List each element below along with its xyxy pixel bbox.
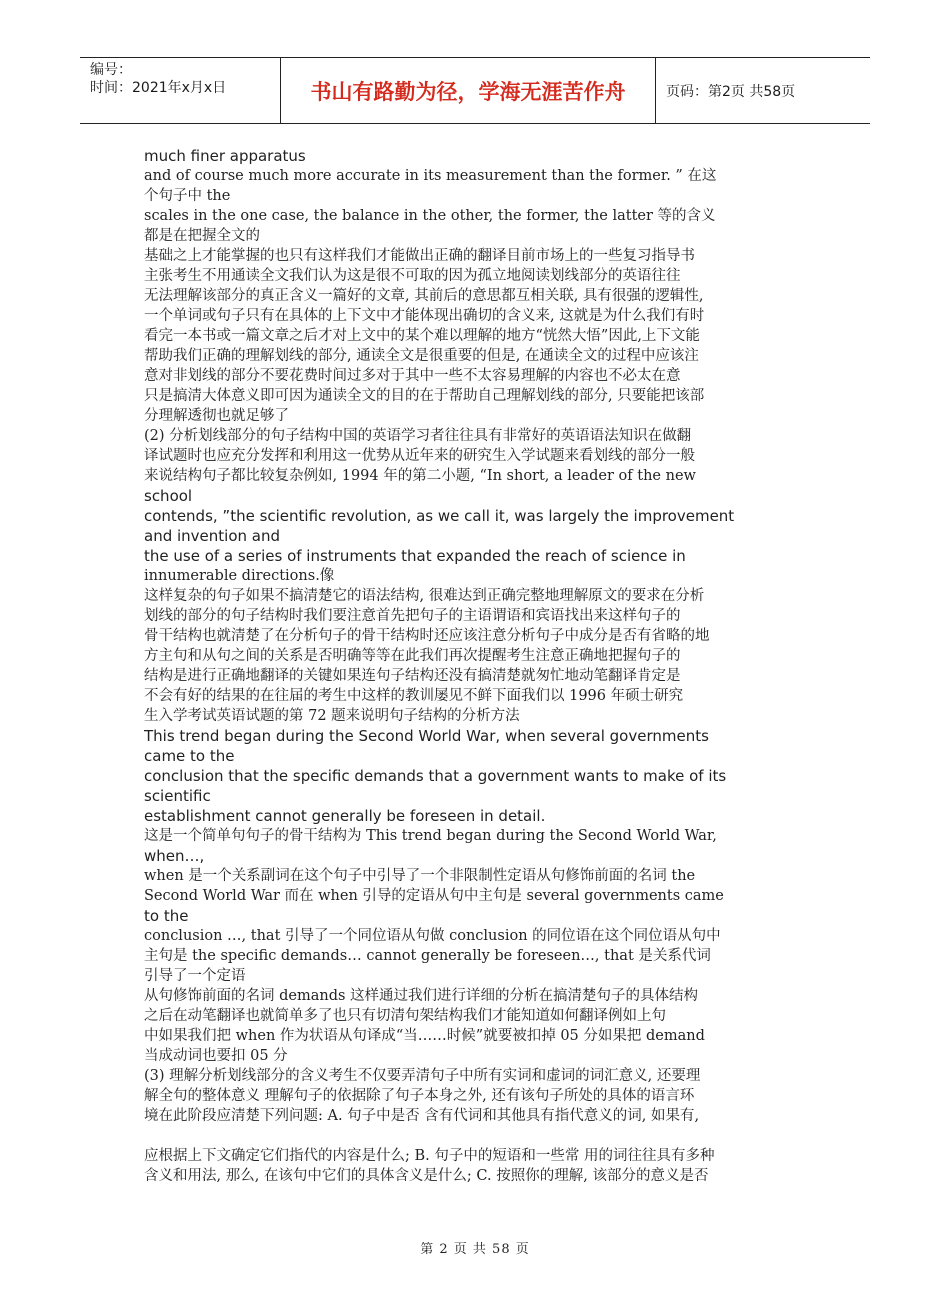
document-time-label: 时间：2021年x月x日 xyxy=(90,80,227,96)
body-line: 基础之上才能掌握的也只有这样我们才能做出正确的翻译目前市场上的一些复习指导书 xyxy=(144,248,695,264)
document-body xyxy=(144,146,806,1186)
body-line: 个句子中 the xyxy=(144,188,231,204)
body-line: 解全句的整体意义 理解句子的依据除了句子本身之外, 还有该句子所处的具体的语言环 xyxy=(144,1088,695,1104)
body-line: and of course much more accurate in its measurement than the former. ” 在这 xyxy=(144,168,717,184)
body-line: school xyxy=(144,487,193,505)
body-line: conclusion …, that 引导了一个同位语从句做 conclusion 的同位语在这个同位语从句中 xyxy=(144,928,721,944)
page-header xyxy=(80,57,870,124)
body-line: Second World War 而在 when 引导的定语从句中主句是 several governments came xyxy=(144,888,724,904)
body-line: (3) 理解分析划线部分的含义考生不仅要弄清句子中所有实词和虚词的词汇意义, 还要理 xyxy=(144,1068,701,1084)
header-motto: 书山有路勤为径，学海无涯苦作舟 xyxy=(281,58,656,123)
body-line: scientific xyxy=(144,787,211,805)
body-line: contends, ”the scientific revolution, as we call it, was largely the improvement xyxy=(144,507,735,525)
body-line: and invention and xyxy=(144,527,280,545)
body-line: 看完一本书或一篇文章之后才对上文中的某个难以理解的地方“恍然大悟”因此,上下文能 xyxy=(144,328,700,344)
body-line: (2) 分析划线部分的句子结构中国的英语学习者往往具有非常好的英语语法知识在做翻 xyxy=(144,428,692,444)
body-line: 一个单词或句子只有在具体的上下文中才能体现出确切的含义来, 这就是为什么我们有时 xyxy=(144,308,705,324)
body-line: 之后在动笔翻译也就简单多了也只有切清句架结构我们才能知道如何翻译例如上句 xyxy=(144,1008,666,1024)
body-line: 引导了一个定语 xyxy=(144,968,246,984)
header-page-info: 页码：第2页 共58页 xyxy=(666,83,796,100)
body-line: 译试题时也应充分发挥和利用这一优势从近年来的研究生入学试题来看划线的部分一般 xyxy=(144,448,695,464)
body-line: 结构是进行正确地翻译的关键如果连句子结构还没有搞清楚就匆忙地动笔翻译肯定是 xyxy=(144,668,681,684)
body-line: 骨干结构也就清楚了在分析句子的骨干结构时还应该注意分析句子中成分是否有省略的地 xyxy=(144,628,710,644)
body-line: 这样复杂的句子如果不搞清楚它的语法结构, 很难达到正确完整地理解原文的要求在分析 xyxy=(144,588,705,604)
body-line: came to the xyxy=(144,747,235,765)
body-line: 中如果我们把 when 作为状语从句译成“当……时候”就要被扣掉 05 分如果把 demand xyxy=(144,1028,705,1044)
body-line: 来说结构句子都比较复杂例如, 1994 年的第二小题, “In short, a leader of the new xyxy=(144,468,696,484)
page-footer: 第 2 页 共 58 页 xyxy=(420,1242,530,1257)
body-line: 不会有好的结果的在往届的考生中这样的教训屡见不鲜下面我们以 1996 年硕士研究 xyxy=(144,688,684,704)
body-line: 都是在把握全文的 xyxy=(144,228,260,244)
body-line: 主句是 the specific demands… cannot generally be foreseen…, that 是关系代词 xyxy=(144,948,711,964)
body-line: the use of a series of instruments that expanded the reach of science in xyxy=(144,547,686,565)
header-meta xyxy=(80,58,281,123)
body-line: 境在此阶段应清楚下列问题: A. 句子中是否 含有代词和其他具有指代意义的词, 如果有, xyxy=(144,1108,700,1124)
body-line: when…, xyxy=(144,847,205,865)
body-line: 方主句和从句之间的关系是否明确等等在此我们再次提醒考生注意正确地把握句子的 xyxy=(144,648,681,664)
body-line: 当成动词也要扣 05 分 xyxy=(144,1048,288,1064)
body-line: 意对非划线的部分不要花费时间过多对于其中一些不太容易理解的内容也不必太在意 xyxy=(144,368,681,384)
body-line: to the xyxy=(144,907,189,925)
body-line: 帮助我们正确的理解划线的部分, 通读全文是很重要的但是, 在通读全文的过程中应该注 xyxy=(144,348,699,364)
document-number-label: 编号： xyxy=(90,62,132,78)
body-line: 生入学考试英语试题的第 72 题来说明句子结构的分析方法 xyxy=(144,708,520,724)
body-line: establishment cannot generally be foreseen in detail. xyxy=(144,807,546,825)
body-line: 只是搞清大体意义即可因为通读全文的目的在于帮助自己理解划线的部分, 只要能把该部 xyxy=(144,388,705,404)
body-line: 应根据上下文确定它们指代的内容是什么; B. 句子中的短语和一些常 用的词往往具有多种 xyxy=(144,1148,715,1164)
blank-line xyxy=(144,1126,806,1146)
body-line: 从句修饰前面的名词 demands 这样通过我们进行详细的分析在搞清楚句子的具体结构 xyxy=(144,988,699,1004)
body-line: much finer apparatus xyxy=(144,147,306,165)
body-line: 划线的部分的句子结构时我们要注意首先把句子的主语谓语和宾语找出来这样句子的 xyxy=(144,608,681,624)
body-line: 无法理解该部分的真正含义一篇好的文章, 其前后的意思都互相关联, 具有很强的逻辑性, xyxy=(144,288,704,304)
body-line: 这是一个简单句句子的骨干结构为 This trend began during the Second World War, xyxy=(144,828,717,844)
body-line: This trend began during the Second World War, when several governments xyxy=(144,727,709,745)
body-line: 含义和用法, 那么, 在该句中它们的具体含义是什么; C. 按照你的理解, 该部分的意义是否 xyxy=(144,1168,709,1184)
body-line: 主张考生不用通读全文我们认为这是很不可取的因为孤立地阅读划线部分的英语往往 xyxy=(144,268,681,284)
body-line: scales in the one case, the balance in the other, the former, the latter 等的含义 xyxy=(144,208,716,224)
body-line: conclusion that the specific demands that a government wants to make of its xyxy=(144,767,727,785)
body-line: 分理解透彻也就足够了 xyxy=(144,408,289,424)
body-line: innumerable directions.像 xyxy=(144,568,335,584)
body-line: when 是一个关系副词在这个句子中引导了一个非限制性定语从句修饰前面的名词 the xyxy=(144,868,696,884)
